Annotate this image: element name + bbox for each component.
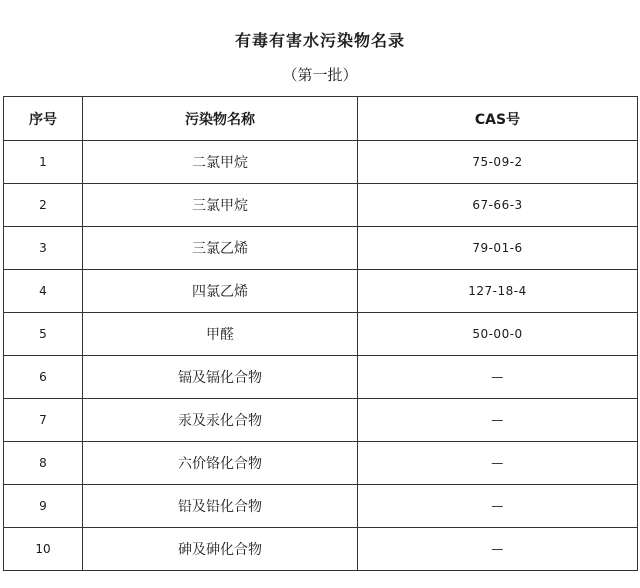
cell-pollutant-name: 铅及铅化合物 [83,485,358,528]
cell-serial-number: 10 [4,528,83,571]
cell-cas-number: — [358,356,638,399]
document-subtitle: （第一批） [282,66,358,84]
cell-cas-number: 79-01-6 [358,227,638,270]
cell-serial-number: 9 [4,485,83,528]
table-body [4,141,638,571]
table-row [4,184,638,227]
header-cas-number: CAS号 [358,97,638,141]
table-row [4,356,638,399]
table-row [4,399,638,442]
document-title: 有毒有害水污染物名录 [234,31,405,50]
cell-pollutant-name: 镉及镉化合物 [83,356,358,399]
cell-serial-number: 4 [4,270,83,313]
cell-cas-number: — [358,399,638,442]
header-serial-number: 序号 [4,97,83,141]
table-header-row [4,97,638,141]
cell-cas-number: 50-00-0 [358,313,638,356]
cell-pollutant-name: 甲醛 [83,313,358,356]
cell-serial-number: 3 [4,227,83,270]
cell-cas-number: — [358,442,638,485]
cell-cas-number: 127-18-4 [358,270,638,313]
cell-pollutant-name: 汞及汞化合物 [83,399,358,442]
cell-pollutant-name: 三氯甲烷 [83,184,358,227]
pollutant-table [3,96,638,571]
table-row [4,227,638,270]
table-row [4,141,638,184]
cell-pollutant-name: 二氯甲烷 [83,141,358,184]
cell-serial-number: 2 [4,184,83,227]
header-pollutant-name: 污染物名称 [83,97,358,141]
cell-serial-number: 8 [4,442,83,485]
cell-pollutant-name: 三氯乙烯 [83,227,358,270]
cell-cas-number: 67-66-3 [358,184,638,227]
table-row [4,270,638,313]
cell-cas-number: — [358,528,638,571]
cell-pollutant-name: 砷及砷化合物 [83,528,358,571]
cell-serial-number: 5 [4,313,83,356]
table-row [4,485,638,528]
cell-serial-number: 1 [4,141,83,184]
cell-serial-number: 7 [4,399,83,442]
cell-cas-number: — [358,485,638,528]
cell-serial-number: 6 [4,356,83,399]
cell-pollutant-name: 四氯乙烯 [83,270,358,313]
cell-cas-number: 75-09-2 [358,141,638,184]
cell-pollutant-name: 六价铬化合物 [83,442,358,485]
table-row [4,528,638,571]
table-row [4,313,638,356]
table-row [4,442,638,485]
